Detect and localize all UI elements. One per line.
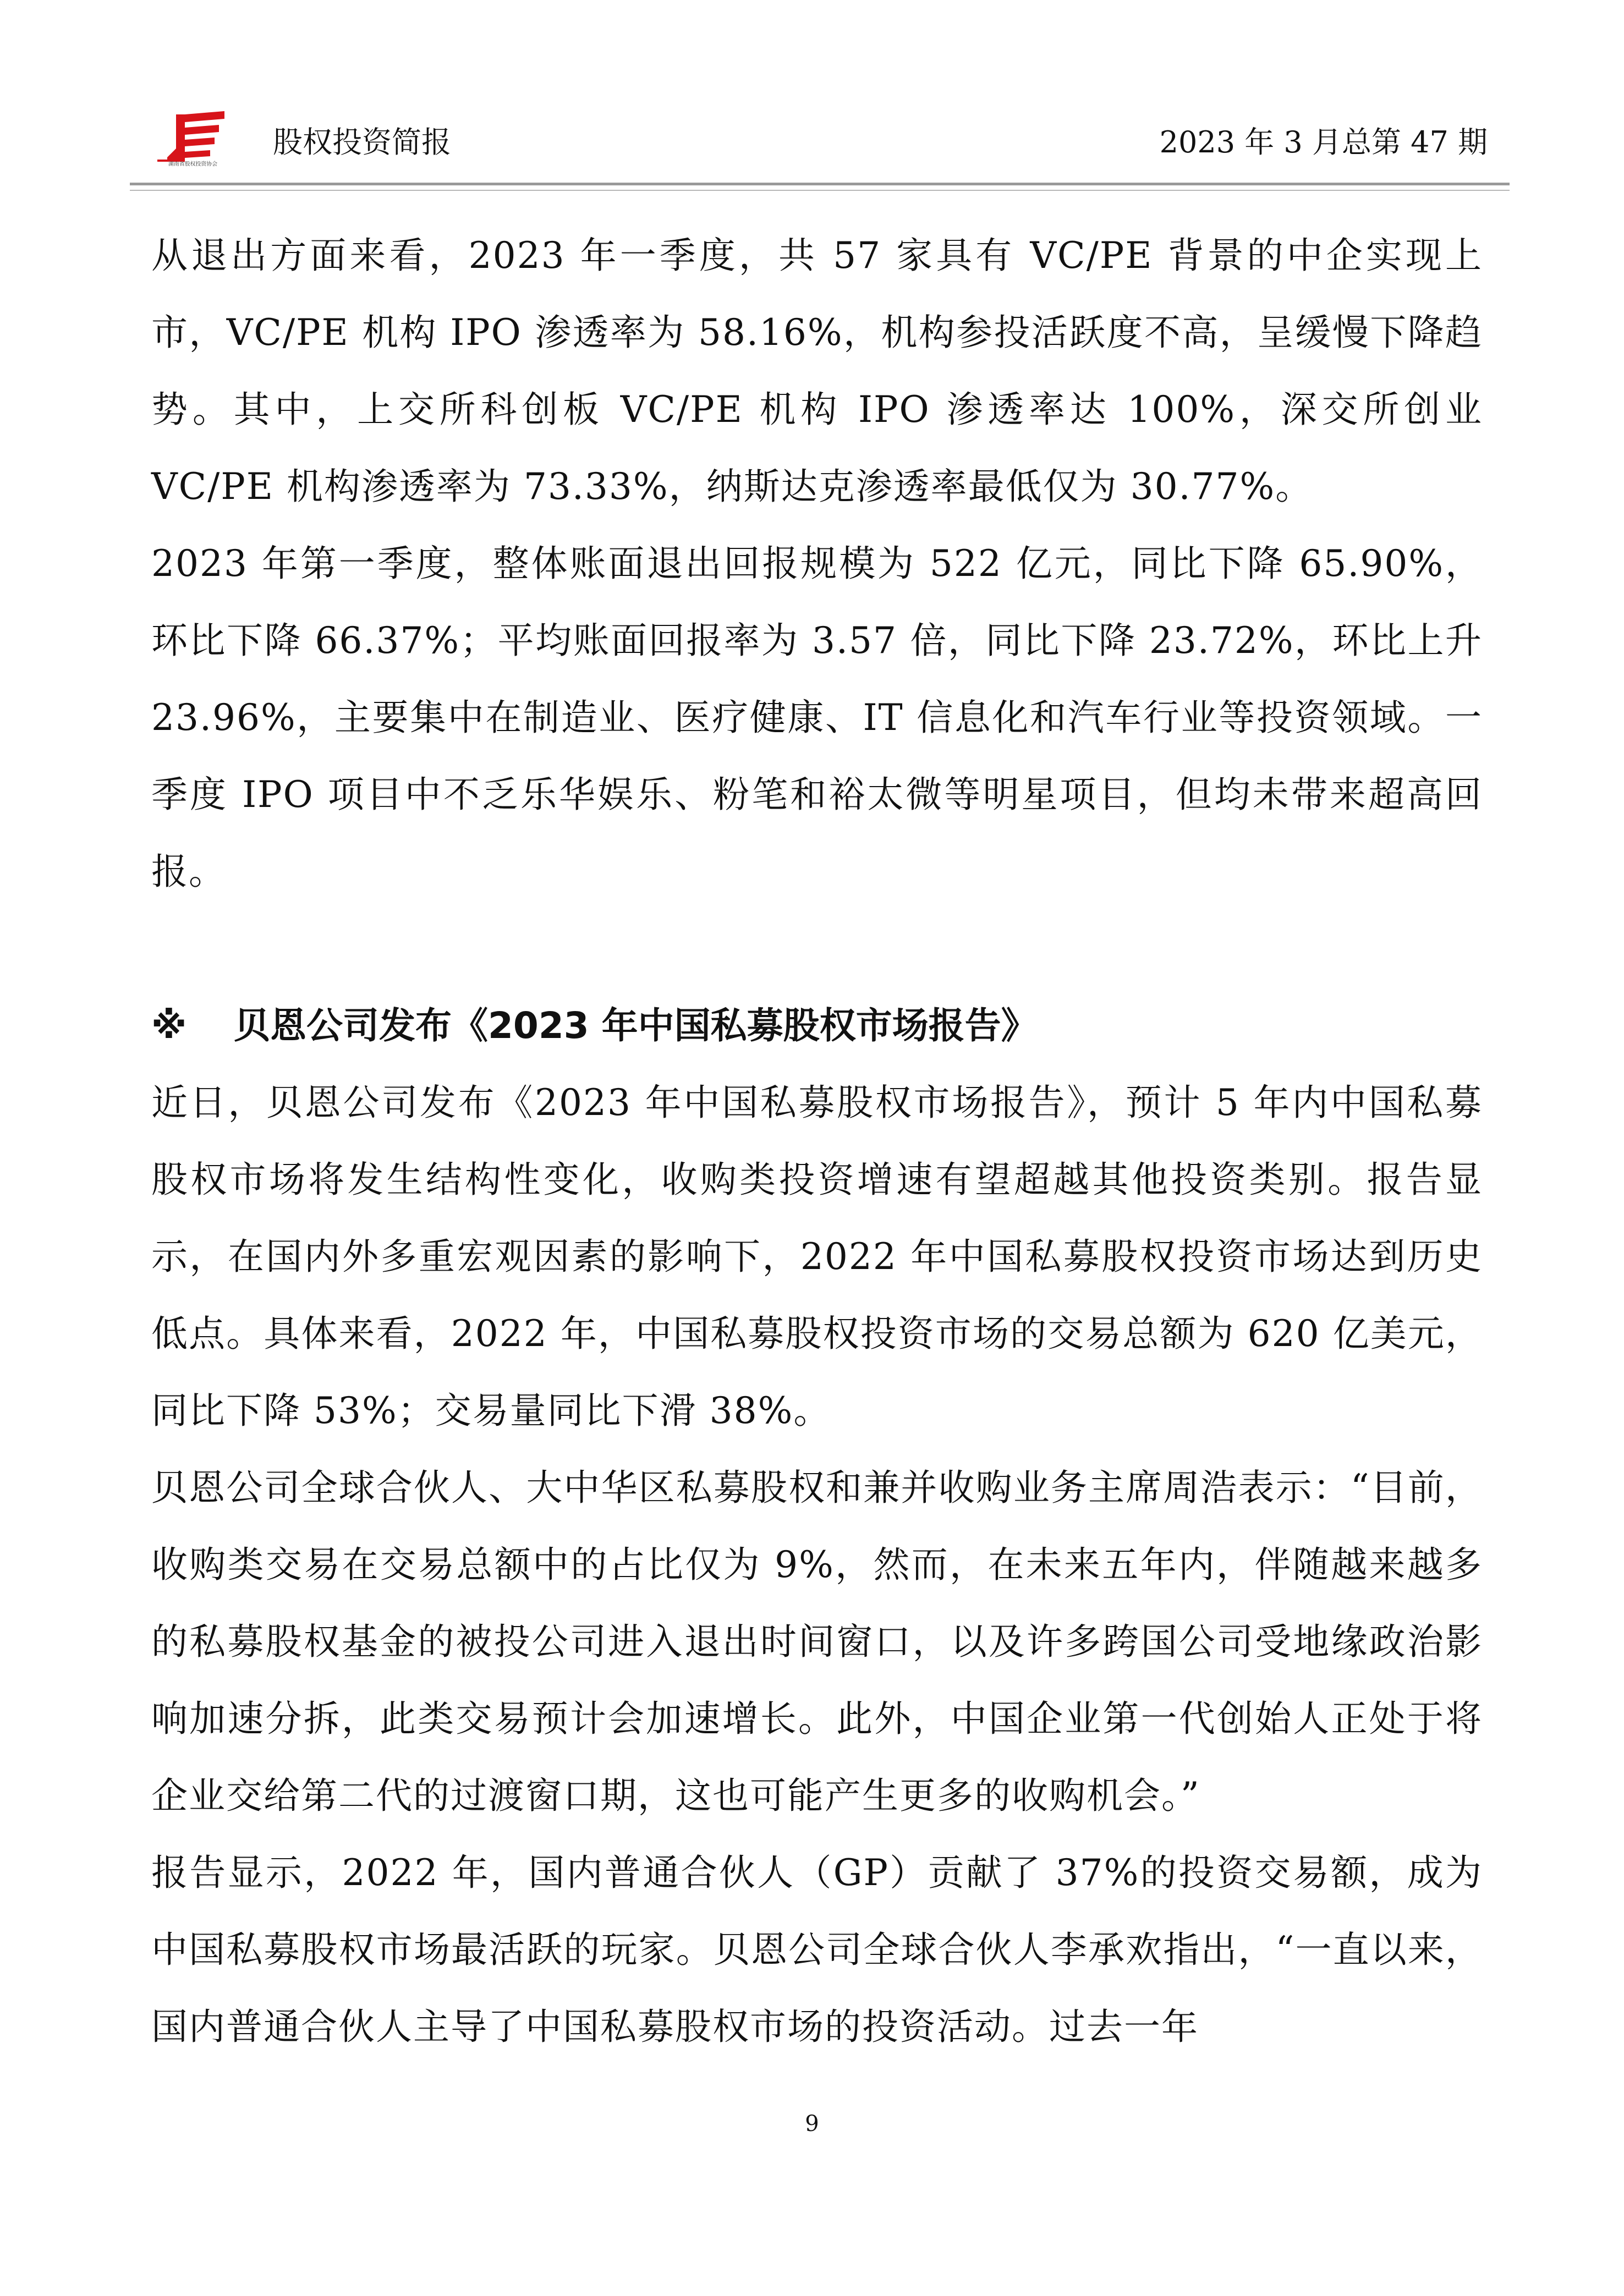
section-title: 贝恩公司发布《2023 年中国私募股权市场报告》 [234,1004,1038,1047]
logo-mark-icon [157,109,234,162]
association-logo [157,109,234,175]
issue-label: 2023 年 3 月总第 47 期 [1159,125,1488,160]
section-heading [151,987,1483,1064]
paragraph-gp: 报告显示，2022 年，国内普通合伙人（GP）贡献了 37%的投资交易额，成为中国私募股权市场最活跃的玩家。贝恩公司全球合伙人李承欢指出，“一直以来，国内普通合伙人主导了中国私募股权市场的投资活动。过去一年 [151,1852,1483,2048]
page-header [157,103,1488,180]
header-rule-thin [130,190,1510,191]
paragraph-report-intro: 近日，贝恩公司发布《2023 年中国私募股权市场报告》，预计 5 年内中国私募股权市场将发生结构性变化，收购类投资增速有望超越其他投资类别。报告显示，在国内外多重宏观因素的影响下，2022 年中国私募股权投资市场达到历史低点。具体来看，2022 年，中国私募股权投资市场的交易总额为 620 亿美元，同比下降 53%；交易量同比下滑 38%。 [151,1081,1483,1432]
article-body [151,217,1483,2066]
publication-title: 股权投资简报 [273,125,451,160]
paragraph-quote: 贝恩公司全球合伙人、大中华区私募股权和兼并收购业务主席周浩表示：“目前，收购类交易在交易总额中的占比仅为 9%，然而，在未来五年内，伴随越来越多的私募股权基金的被投公司进入退出时间窗口，以及许多跨国公司受地缘政治影响加速分拆，此类交易预计会加速增长。此外，中国企业第一代创始人正处于将企业交给第二代的过渡窗口期，这也可能产生更多的收购机会。” [151,1466,1483,1817]
logo-caption: 湖南省股权投资协会 [168,161,218,167]
page-number: 9 [805,2111,819,2136]
paragraph-exit-returns: 2023 年第一季度，整体账面退出回报规模为 522 亿元，同比下降 65.90%，环比下降 66.37%；平均账面回报率为 3.57 倍，同比下降 23.72%，环比上升 23.96%，主要集中在制造业、医疗健康、IT 信息化和汽车行业等投资领域。一季度 IPO 项目中不乏乐华娱乐、粉笔和裕太微等明星项目，但均未带来超高回报。 [151,542,1483,893]
header-rule [130,183,1510,185]
section-gap [151,910,1483,987]
reference-mark: ※ [151,1004,187,1047]
paragraph-exit-overview: 从退出方面来看，2023 年一季度，共 57 家具有 VC/PE 背景的中企实现上市，VC/PE 机构 IPO 渗透率为 58.16%，机构参投活跃度不高，呈缓慢下降趋势。其中，上交所科创板 VC/PE 机构 IPO 渗透率达 100%，深交所创业 VC/PE 机构渗透率为 73.33%，纳斯达克渗透率最低仅为 30.77%。 [151,234,1483,508]
